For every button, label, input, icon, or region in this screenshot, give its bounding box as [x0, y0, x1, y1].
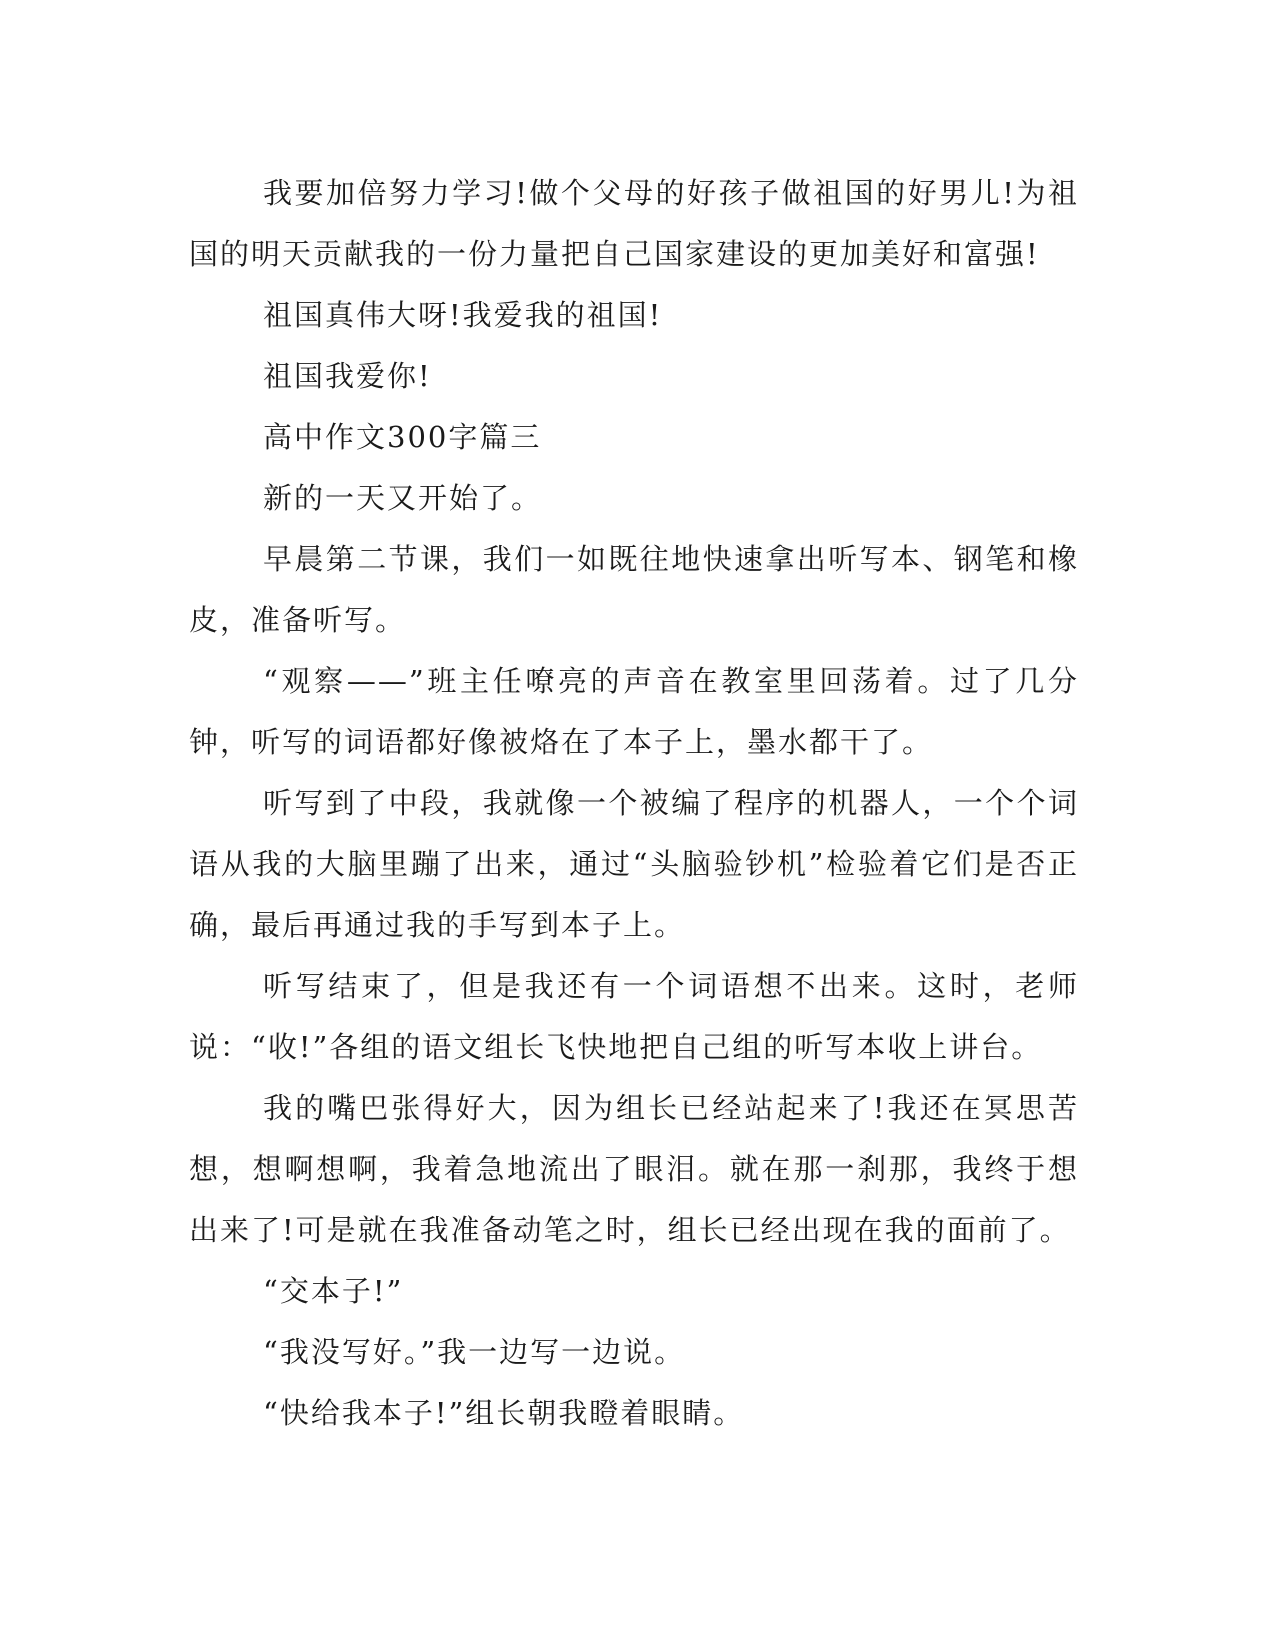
paragraph: 早晨第二节课，我们一如既往地快速拿出听写本、钢笔和橡皮，准备听写。: [189, 542, 1079, 637]
paragraph: 新的一天又开始了。: [263, 481, 543, 515]
section-heading: 高中作文300字篇三: [263, 420, 542, 454]
document-body: [189, 163, 1079, 1444]
dialogue-line: “我没写好。”我一边写一边说。: [263, 1335, 686, 1369]
paragraph: 我的嘴巴张得好大，因为组长已经站起来了!我还在冥思苦想，想啊想啊，我着急地流出了眼泪。就在那一刹那，我终于想出来了!可是就在我准备动笔之时，组长已经出现在我的面前了。: [189, 1091, 1079, 1247]
paragraph: 我要加倍努力学习!做个父母的好孩子做祖国的好男儿!为祖国的明天贡献我的一份力量把自己国家建设的更加美好和富强!: [189, 176, 1079, 271]
paragraph: 听写到了中段，我就像一个被编了程序的机器人，一个个词语从我的大脑里蹦了出来，通过“头脑验钞机”检验着它们是否正确，最后再通过我的手写到本子上。: [189, 786, 1079, 942]
paragraph: 祖国我爱你!: [263, 359, 432, 393]
paragraph: 祖国真伟大呀!我爱我的祖国!: [263, 298, 663, 332]
paragraph: “观察——”班主任嘹亮的声音在教室里回荡着。过了几分钟，听写的词语都好像被烙在了本子上，墨水都干了。: [189, 664, 1079, 759]
dialogue-line: “快给我本子!”组长朝我瞪着眼睛。: [263, 1396, 745, 1430]
paragraph: 听写结束了，但是我还有一个词语想不出来。这时，老师说：“收!”各组的语文组长飞快地把自己组的听写本收上讲台。: [189, 969, 1079, 1064]
dialogue-line: “交本子!”: [263, 1274, 404, 1308]
